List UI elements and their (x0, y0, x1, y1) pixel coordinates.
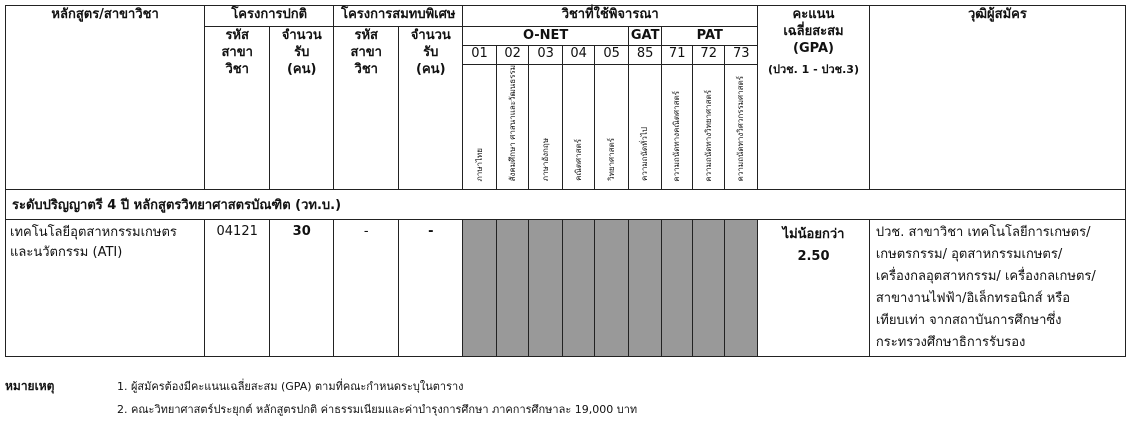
subject-name: ความถนัดทางคณิตศาสตร์ (672, 90, 682, 182)
subject-name-cell (595, 65, 629, 190)
program-header: หลักสูตร/สาขาวิชา (6, 6, 205, 190)
regular-header: โครงการปกติ (205, 6, 334, 27)
note-item: 1. ผู้สมัครต้องมีคะแนนเฉลี่ยสะสม (GPA) ตามที่คณะกำหนดระบุในตาราง (117, 380, 464, 393)
shaded-cell (463, 220, 497, 357)
subject-code: 05 (595, 46, 629, 65)
subject-name: วิทยาศาสตร์ (606, 138, 616, 182)
note-item: 2. คณะวิทยาศาสตร์ประยุกต์ หลักสูตรปกติ ค่าธรรมเนียมและค่าบำรุงการศึกษา ภาคการศึกษาละ 19,000 บาท (117, 403, 638, 416)
subject-name-cell (628, 65, 662, 190)
subject-name: สังคมศึกษา ศาสนาและวัฒนธรรม (507, 65, 517, 182)
gpa-header: คะแนน เฉลี่ยสะสม (GPA) (ปวช. 1 - ปวช.3) (758, 6, 870, 190)
shaded-cell (595, 220, 629, 357)
subject-name-cell (529, 65, 563, 190)
shaded-cell (628, 220, 662, 357)
shaded-cell (692, 220, 725, 357)
shaded-cell (529, 220, 563, 357)
subject-name: ภาษาอังกฤษ (540, 138, 550, 182)
subject-name-cell (463, 65, 497, 190)
subject-code: 85 (628, 46, 662, 65)
section-heading: ระดับปริญญาตรี 4 ปี หลักสูตรวิทยาศาสตรบัณฑิต (วท.บ.) (6, 190, 1126, 220)
subject-code: 72 (692, 46, 725, 65)
subject-name-cell (496, 65, 529, 190)
subject-name: ภาษาไทย (474, 147, 484, 182)
shaded-cell (725, 220, 758, 357)
special-count-header: จำนวน รับ (คน) (399, 27, 463, 190)
subjects-header: วิชาที่ใช้พิจารณา (463, 6, 758, 27)
subject-code: 73 (725, 46, 758, 65)
subject-code: 01 (463, 46, 497, 65)
subject-name: ความถนัดทางวิทยาศาสตร์ (703, 89, 713, 182)
pat-header: PAT (662, 27, 758, 46)
notes-label: หมายเหตุ (5, 379, 55, 393)
onet-header: O-NET (463, 27, 629, 46)
subject-name-cell (562, 65, 595, 190)
qualification-text: ปวช. สาขาวิชา เทคโนโลยีการเกษตร/ เกษตรกรรม/ อุตสาหกรรมเกษตร/ เครื่องกลอุตสาหกรรม/ เครื่องกลเกษตร/ สาขางานไฟฟ้า/อิเล็กทรอนิกส์ หรือ เทียบเท่า จากสถาบันการศึกษาซึ่ง กระทรวงศึกษาธิการรับรอง (869, 220, 1125, 357)
program-name: เทคโนโลยีอุตสาหกรรมเกษตรและนวัตกรรม (ATI) (6, 220, 205, 357)
regular-code: 04121 (205, 220, 270, 357)
subject-code: 71 (662, 46, 692, 65)
subject-name-cell (662, 65, 692, 190)
regular-count-header: จำนวน รับ (คน) (270, 27, 334, 190)
regular-code-header: รหัส สาขา วิชา (205, 27, 270, 190)
subject-name: ความถนัดทางวิศวกรรมศาสตร์ (736, 75, 746, 182)
subject-name-cell (725, 65, 758, 190)
subject-name-cell (692, 65, 725, 190)
gpa-requirement: ไม่น้อยกว่า 2.50 (758, 220, 870, 357)
subject-name: ความถนัดทั่วไป (640, 127, 650, 182)
special-code: - (334, 220, 399, 357)
shaded-cell (562, 220, 595, 357)
subject-name: คณิตศาสตร์ (573, 139, 583, 182)
subject-code: 03 (529, 46, 563, 65)
shaded-cell (662, 220, 692, 357)
admission-table (5, 5, 1126, 357)
special-code-header: รหัส สาขา วิชา (334, 27, 399, 190)
shaded-cell (496, 220, 529, 357)
regular-count: 30 (270, 220, 334, 357)
special-header: โครงการสมทบพิเศษ (334, 6, 463, 27)
gat-header: GAT (628, 27, 662, 46)
subject-code: 02 (496, 46, 529, 65)
qualification-header: วุฒิผู้สมัคร (869, 6, 1125, 190)
subject-code: 04 (562, 46, 595, 65)
special-count: - (399, 220, 463, 357)
